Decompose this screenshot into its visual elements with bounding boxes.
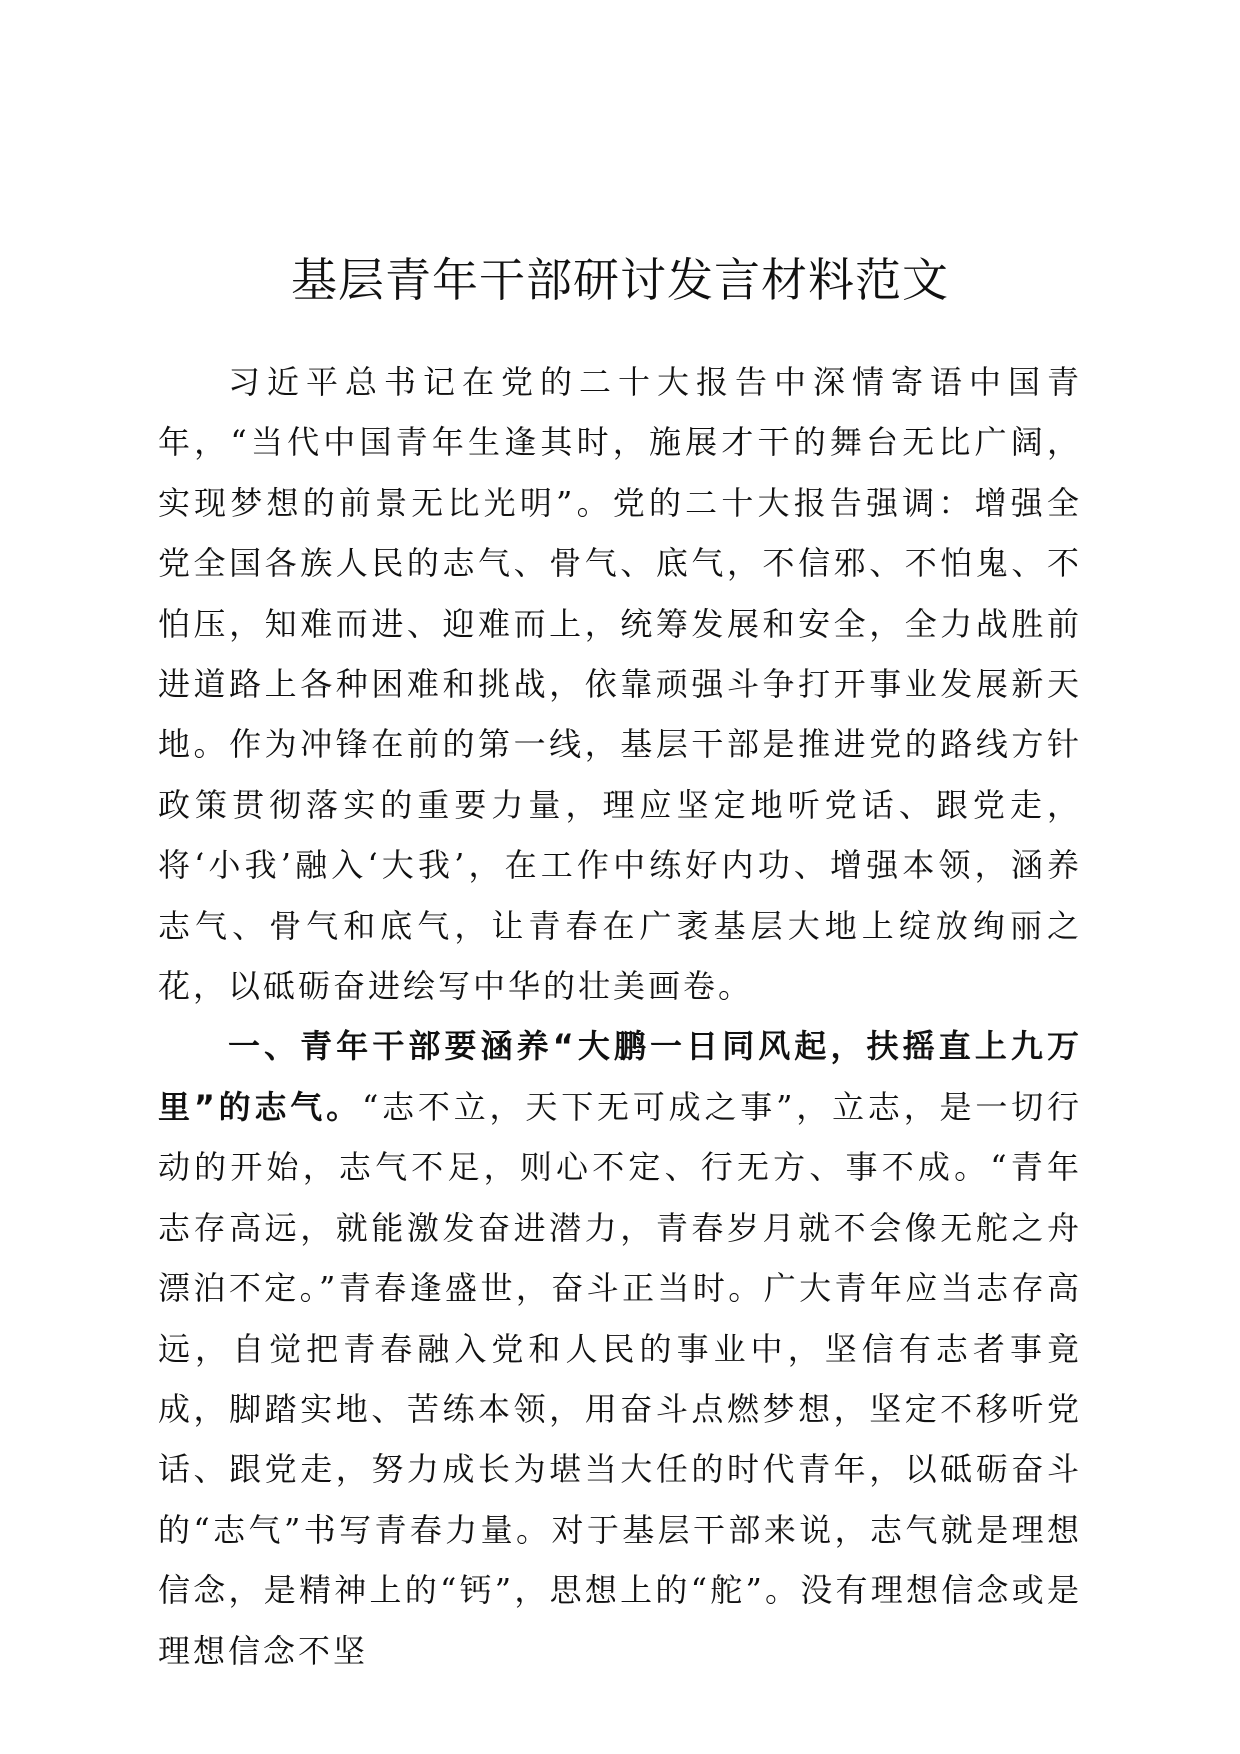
section-one-paragraph [158,1016,1082,1680]
section-one-text: “志不立，天下无可成之事”，立志，是一切行动的开始，志气不足，则心不定、行无方、事不成。“青年志存高远，就能激发奋进潜力，青春岁月就不会像无舵之舟漂泊不定。”青春逢盛世，奋斗正当时。广大青年应当志存高远，自觉把青春融入党和人民的事业中，坚信有志者事竟成，脚踏实地、苦练本领，用奋斗点燃梦想，坚定不移听党话、跟党走，努力成长为堪当大任的时代青年，以砥砺奋斗的“志气”书写青春力量。对于基层干部来说，志气就是理想信念，是精神上的“钙”，思想上的“舵”。没有理想信念或是理想信念不坚 [158,1087,1082,1670]
section-one-heading: 一、青年干部要涵养“大鹏一日同风起，扶摇直上九万里”的志气。 [158,1027,1082,1126]
document-title: 基层青年干部研讨发言材料范文 [291,253,949,307]
intro-paragraph: 习近平总书记在党的二十大报告中深情寄语中国青年，“当代中国青年生逢其时，施展才干的舞台无比广阔，实现梦想的前景无比光明”。党的二十大报告强调：增强全党全国各族人民的志气、骨气、底气，不信邪、不怕鬼、不怕压，知难而进、迎难而上，统筹发展和安全，全力战胜前进道路上各种困难和挑战，依靠顽强斗争打开事业发展新天地。作为冲锋在前的第一线，基层干部是推进党的路线方针政策贯彻落实的重要力量，理应坚定地听党话、跟党走，将‘小我’融入‘大我’，在工作中练好内功、增强本领，涵养志气、骨气和底气，让青春在广袤基层大地上绽放绚丽之花，以砥砺奋进绘写中华的壮美画卷。 [158,363,1082,1006]
document-body [158,352,1082,1681]
